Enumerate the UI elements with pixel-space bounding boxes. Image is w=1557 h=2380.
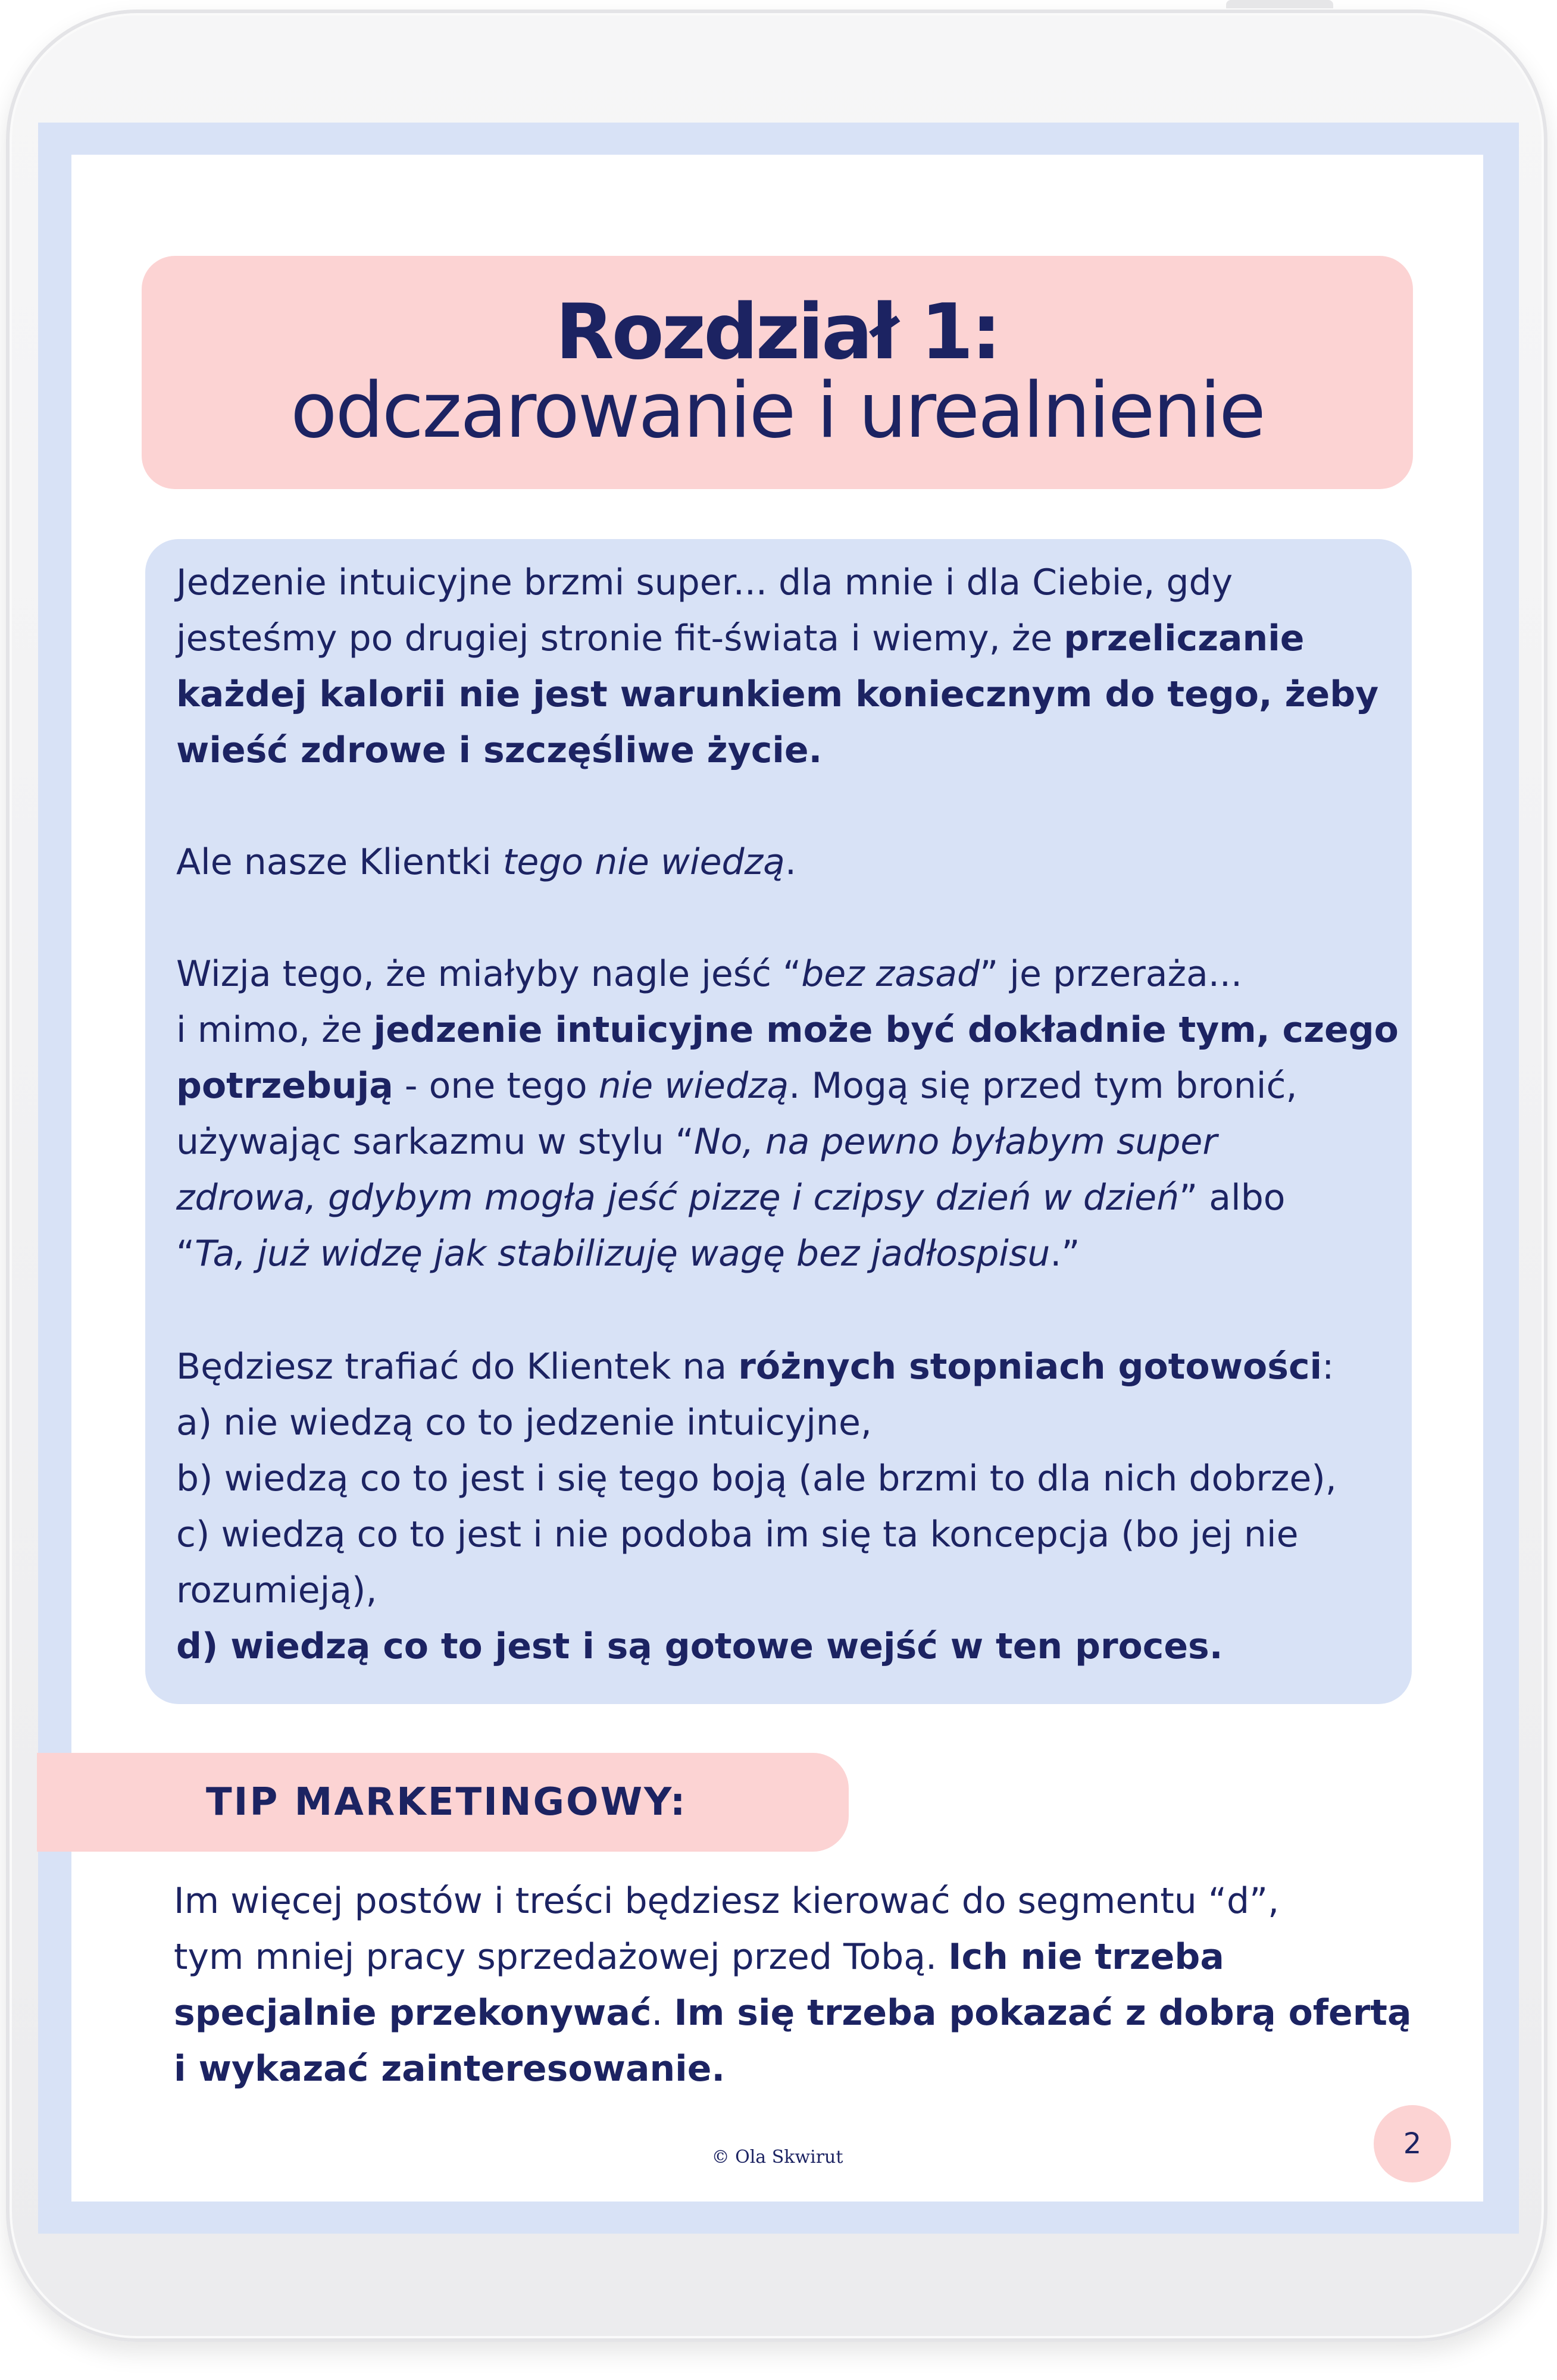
list-item-c-continued [176, 1562, 1390, 1618]
tablet-power-button [1226, 0, 1333, 8]
bold-text-run: i wykazać zainteresowanie. [174, 2048, 726, 2090]
text-run: . [651, 1992, 674, 2034]
text-run: używając sarkazmu w stylu “ [176, 1121, 694, 1163]
ebook-page [71, 155, 1483, 2202]
bold-text-run: Ich nie trzeba [948, 1936, 1224, 1978]
text-run: Ale nasze Klientki [176, 841, 503, 883]
text-run: Im więcej postów i treści będziesz kierować do segmentu “d”, [174, 1880, 1280, 1922]
text-run: “ [176, 1233, 195, 1274]
text-line [176, 722, 1390, 778]
list-item-b [176, 1451, 1390, 1507]
text-run: i mimo, że [176, 1009, 374, 1051]
bold-text-run: d) wiedzą co to jest i są gotowe wejść w ten proces. [176, 1626, 1223, 1667]
italic-text-run: nie wiedzą [598, 1065, 789, 1107]
chapter-title-banner [142, 256, 1413, 489]
text-run: . Mogą się przed tym bronić, [789, 1065, 1298, 1107]
text-run: tym mniej pracy sprzedażowej przed Tobą. [174, 1936, 949, 1978]
text-line [176, 1170, 1390, 1226]
text-line [176, 1058, 1390, 1114]
text-line [176, 610, 1390, 666]
text-run: c) wiedzą co to jest i nie podoba im się ta koncepcja (bo jej nie [176, 1514, 1299, 1555]
text-run: a) nie wiedzą co to jedzenie intuicyjne, [176, 1402, 872, 1443]
text-line [174, 1985, 1424, 2041]
list-item-c [176, 1507, 1390, 1562]
bold-text-run: różnych stopniach gotowości [738, 1346, 1322, 1388]
tip-paragraph [174, 1873, 1424, 2097]
text-run: rozumieją), [176, 1570, 377, 1611]
list-item-a [176, 1395, 1390, 1451]
chapter-subtitle: odczarowanie i urealnienie [290, 367, 1264, 455]
text-line [176, 1002, 1399, 1058]
text-run: ” je przeraża... [980, 953, 1243, 995]
italic-text-run: tego nie wiedzą [502, 841, 785, 883]
bold-text-run: jedzenie intuicyjne może być dokładnie tym, czego [373, 1009, 1399, 1051]
text-line [174, 1929, 1424, 1985]
text-line [176, 834, 1390, 890]
text-run: b) wiedzą co to jest i się tego boją (ale brzmi to dla nich dobrze), [176, 1458, 1337, 1499]
list-item-d [176, 1618, 1390, 1674]
text-line [174, 1873, 1424, 1929]
paragraph-vision [176, 946, 1399, 1282]
bold-text-run: potrzebują [176, 1065, 393, 1107]
chapter-number-title: Rozdział 1: [555, 288, 999, 377]
text-run: Jedzenie intuicyjne brzmi super... dla mnie i dla Ciebie, gdy [176, 562, 1233, 603]
italic-text-run: Ta, już widzę jak stabilizuję wagę bez jadłospisu [195, 1233, 1050, 1274]
bold-text-run: przeliczanie [1064, 618, 1305, 659]
italic-text-run: zdrowa, gdybym mogła jeść pizzę i czipsy dzień w dzień [176, 1177, 1180, 1219]
text-line [176, 946, 1390, 1002]
text-run: Będziesz trafiać do Klientek na [176, 1346, 739, 1388]
bold-text-run: wieść zdrowe i szczęśliwe życie. [176, 729, 823, 771]
bold-text-run: każdej kalorii nie jest warunkiem koniecznym do tego, żeby [176, 674, 1379, 715]
tip-heading: TIP MARKETINGOWY: [206, 1780, 687, 1824]
copyright-footer: © Ola Skwirut [711, 2147, 843, 2168]
text-run: ” albo [1179, 1177, 1286, 1219]
paragraph-clients [176, 834, 1390, 890]
text-line [176, 1339, 1390, 1395]
text-line [174, 2041, 1424, 2097]
text-run: .” [1050, 1233, 1080, 1274]
text-run: - one tego [393, 1065, 599, 1107]
text-run: Wizja tego, że miałyby nagle jeść “ [176, 953, 802, 995]
text-run: jesteśmy po drugiej stronie fit-świata i wiemy, że [176, 618, 1064, 659]
italic-text-run: bez zasad [801, 953, 980, 995]
text-line [176, 666, 1390, 722]
text-line [176, 555, 1390, 610]
paragraph-readiness-stages [176, 1339, 1390, 1674]
text-run: : [1322, 1346, 1334, 1388]
italic-text-run: No, na pewno byłabym super [693, 1121, 1217, 1163]
text-line [176, 1226, 1390, 1282]
bold-text-run: Im się trzeba pokazać z dobrą ofertą [674, 1992, 1412, 2034]
text-run: . [784, 841, 796, 883]
page-number-badge: 2 [1374, 2105, 1451, 2182]
chapter-content-box [145, 539, 1412, 1704]
bold-text-run: specjalnie przekonywać [174, 1992, 652, 2034]
paragraph-intro [176, 555, 1390, 778]
text-line [176, 1114, 1390, 1170]
